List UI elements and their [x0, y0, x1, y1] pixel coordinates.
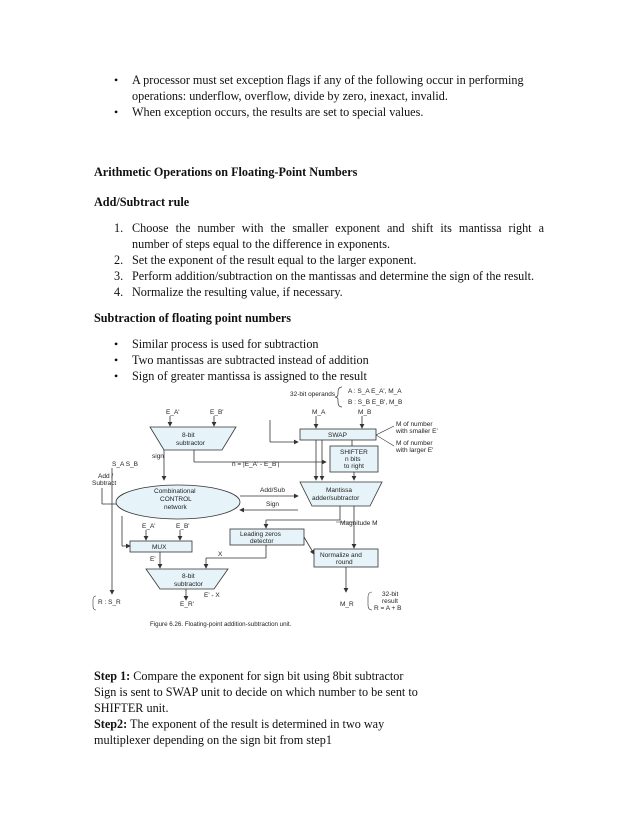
shifter-label3: to right — [344, 463, 364, 470]
bullet-dot: • — [114, 337, 119, 351]
normalize-label: Normalize and — [320, 552, 362, 559]
lz-label2: detector — [250, 538, 274, 545]
sub-bullet-text: Sign of greater mantissa is assigned to the result — [132, 369, 367, 383]
mux-eb-label: E_B' — [176, 523, 190, 530]
er-label: E_R' — [180, 601, 194, 608]
step1-line1 — [94, 668, 403, 684]
sub-bullet-text: Two mantissas are subtracted instead of addition — [132, 353, 369, 367]
operand-a: A : S_A E_A', M_A — [348, 388, 402, 395]
rule-number: 4. — [114, 285, 124, 299]
mr-label: M_R — [340, 601, 354, 608]
addsub-out-label: Add/Sub — [260, 487, 285, 494]
heading-arithmetic: Arithmetic Operations on Floating-Point Numbers — [94, 165, 358, 179]
m-smaller-label: M of number — [396, 421, 433, 428]
sub-bullet-text: Similar process is used for subtraction — [132, 337, 319, 351]
rule-text: Perform addition/subtraction on the mantissas and determine the sign of the result. — [132, 269, 535, 283]
control-label1: Combinational — [154, 488, 196, 495]
control-label2: CONTROL — [160, 496, 192, 503]
step2-line2: multiplexer depending on the sign bit from step1 — [94, 733, 332, 747]
sa-sb-label: S_A S_B — [112, 461, 139, 468]
rule-number: 2. — [114, 253, 124, 267]
e-minus-x-label: E' - X — [204, 592, 220, 599]
sub-bottom-label2: subtractor — [174, 581, 203, 588]
rule-number: 1. — [114, 221, 124, 235]
rule-text: Set the exponent of the result equal to the larger exponent. — [132, 253, 417, 267]
rule-text: Choose the number with the smaller exponent and shift its mantissa right a — [132, 221, 544, 235]
sign-out-label: Sign — [266, 501, 280, 508]
heading-subtraction: Subtraction of floating point numbers — [94, 311, 292, 325]
eb-label: E_B' — [210, 409, 224, 416]
heading-add-subtract: Add/Subtract rule — [94, 195, 190, 209]
m-larger-label: M of number — [396, 440, 433, 447]
bullet-dot: • — [114, 73, 119, 87]
rule-text: Normalize the resulting value, if necessary. — [132, 285, 343, 299]
mantissa-label: Mantissa — [326, 487, 353, 494]
n-equation: n = |E_A' - E_B'| — [232, 461, 280, 468]
subtractor-label2: subtractor — [176, 440, 205, 447]
mux-ea-label: E_A' — [142, 523, 156, 530]
ea-label: E_A' — [166, 409, 180, 416]
subtractor-label: 8-bit — [182, 432, 195, 439]
bullet-text: When exception occurs, the results are set to special values. — [132, 105, 424, 119]
step2-line1 — [94, 716, 384, 732]
step2-text: The exponent of the result is determined in two way — [127, 717, 385, 731]
mantissa-adder — [300, 482, 382, 506]
sub-bottom-label: 8-bit — [182, 573, 195, 580]
e-prime-label: E' — [150, 556, 156, 563]
result-label2: result — [382, 598, 398, 605]
rule-text-cont: number of steps equal to the difference in exponents. — [132, 237, 391, 251]
operand-b: B : S_B E_B', M_B — [348, 399, 403, 406]
mux-label: MUX — [152, 544, 167, 551]
bullet-dot: • — [114, 353, 119, 367]
m-smaller-label2: with smaller E' — [396, 428, 438, 435]
step1-label: Step 1: — [94, 669, 131, 683]
step1-text: Compare the exponent for sign bit using 8bit subtractor — [130, 669, 404, 683]
figure-caption: Figure 6.26. Floating-point addition-subtraction unit. — [150, 621, 292, 628]
result-label1: 32-bit — [382, 591, 399, 598]
magnitude-label: Magnitude M — [340, 520, 378, 527]
bullet-dot: • — [114, 105, 119, 119]
operands-label: 32-bit operands — [290, 391, 336, 398]
addsub-input-label: Add / — [98, 473, 114, 480]
lz-label: Leading zeros — [240, 531, 281, 538]
mb-label: M_B — [358, 409, 372, 416]
bullet-dot: • — [114, 369, 119, 383]
bullet-text: A processor must set exception flags if any of the following occur in performing — [132, 73, 524, 87]
x-label: X — [218, 551, 223, 558]
step1-line3: SHIFTER unit. — [94, 701, 169, 715]
step2-label: Step2: — [94, 717, 128, 731]
mantissa-label2: adder/subtractor — [312, 495, 360, 502]
addsub-input-label2: Subtract — [92, 480, 117, 487]
m-larger-label2: with larger E' — [396, 447, 434, 454]
control-label3: network — [164, 504, 187, 511]
ma-label: M_A — [312, 409, 326, 416]
fp-add-sub-diagram — [90, 384, 490, 634]
sign-label: sign — [152, 453, 164, 460]
bullet-text-cont: operations: underflow, overflow, divide by zero, inexact, invalid. — [132, 89, 448, 103]
rule-number: 3. — [114, 269, 124, 283]
rs-label: R : S_R — [98, 599, 121, 606]
normalize-label2: round — [336, 559, 353, 566]
step1-line2: Sign is sent to SWAP unit to decide on which number to be sent to — [94, 685, 418, 699]
swap-label: SWAP — [328, 432, 347, 439]
shifter-label2: n bits — [345, 456, 361, 463]
shifter-label: SHIFTER — [340, 449, 368, 456]
result-label3: R = A + B — [374, 605, 402, 612]
